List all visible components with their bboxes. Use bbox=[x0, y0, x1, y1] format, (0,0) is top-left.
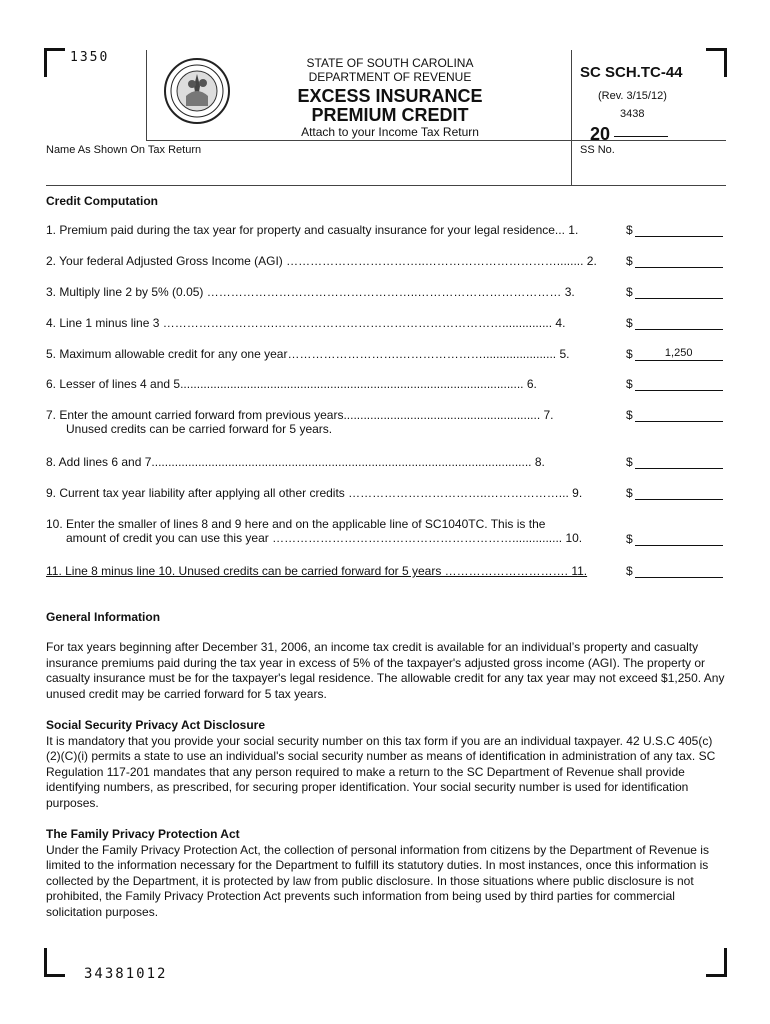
line-3-text: 3. Multiply line 2 by 5% (0.05) ……………………………………………..……………………………… 3. bbox=[46, 285, 575, 299]
line-7-main: 7. Enter the amount carried forward from previous years........................................................... 7. bbox=[46, 408, 554, 422]
line-7-text bbox=[46, 408, 554, 436]
form-title-line1: EXCESS INSURANCE bbox=[297, 86, 483, 106]
line-11-text: 11. Line 8 minus line 10. Unused credits can be carried forward for 5 years …………………………. 11. bbox=[46, 564, 588, 578]
tax-year-prefix: 20 bbox=[590, 124, 611, 144]
form-title-line2: PREMIUM CREDIT bbox=[311, 105, 469, 125]
family-privacy-text: Under the Family Privacy Protection Act, the collection of personal information from citizens by the Department of Revenue is limited to the information necessary for the Department to fulfill its statutory duties. In most instances, once this information is collected by the Department, it is protected by law from public disclosure. In those situations where public disclosure is not prohibited, the Family Privacy Protection Act prevents such information from being used by third parties for commercial solicitation purposes. bbox=[46, 842, 709, 919]
corner-mark-bottom-right bbox=[706, 948, 727, 977]
line-1-text: 1. Premium paid during the tax year for property and casualty insurance for your legal residence... 1. bbox=[46, 223, 579, 237]
general-info-text: For tax years beginning after December 31, 2006, an income tax credit is available for an individual’s property and casualty insurance premiums paid during the tax year in excess of 5% of the taxpayer's adjusted gross income (AGI). The property or casualty insurance must be for the taxpayer's legal residence. The allowable credit for any tax year may not exceed $1,250. Any unused credit may be carried forward for 5 tax years. bbox=[46, 640, 725, 701]
line-5-amount: $ 1,250 bbox=[626, 347, 723, 361]
line-6-text: 6. Lesser of lines 4 and 5....................................................................................................... 6. bbox=[46, 377, 537, 391]
line-10-amount[interactable]: $ bbox=[626, 532, 723, 546]
family-privacy-title: The Family Privacy Protection Act bbox=[46, 827, 240, 841]
header-state: STATE OF SOUTH CAROLINA bbox=[306, 56, 474, 70]
line-4-text: 4. Line 1 minus line 3 ……………………….…………………………………………………............... 4. bbox=[46, 316, 566, 330]
line-7-amount[interactable]: $ bbox=[626, 408, 723, 422]
line-11-amount[interactable]: $ bbox=[626, 564, 723, 578]
privacy-text: It is mandatory that you provide your social security number on this tax form if you are an individual taxpayer. 42 U.S.C 405(c)(2)(C)(i) permits a state to use an individual's social security number as means of identification in administration of any tax. SC Regulation 117-201 mandates that any person required to make a return to the SC Department of Revenue shall provide identifying numbers, as prescribed, for securing proper identification. Your social security number is used for identification purposes. bbox=[46, 733, 716, 810]
form-id: SC SCH.TC-44 bbox=[580, 64, 683, 81]
header-divider-left bbox=[146, 50, 147, 140]
family-privacy-section bbox=[46, 827, 726, 921]
privacy-section bbox=[46, 718, 726, 812]
name-field-rule bbox=[46, 185, 726, 186]
form-number: 3438 bbox=[620, 108, 645, 120]
credit-computation-title: Credit Computation bbox=[46, 194, 158, 208]
corner-mark-top-left bbox=[44, 48, 65, 77]
header-bottom-rule bbox=[146, 140, 726, 141]
line-10-cont: amount of credit you can use this year ……………………………………………………............... 10. bbox=[66, 531, 583, 545]
state-seal-icon bbox=[162, 56, 232, 126]
privacy-title: Social Security Privacy Act Disclosure bbox=[46, 718, 265, 732]
form-code-bottom: 34381012 bbox=[84, 966, 168, 982]
corner-mark-bottom-left bbox=[44, 948, 65, 977]
line-8-text: 8. Add lines 6 and 7.................................................................................................................. 8. bbox=[46, 455, 545, 469]
line-8-amount[interactable]: $ bbox=[626, 455, 723, 469]
line-2-amount[interactable]: $ bbox=[626, 254, 723, 268]
line-3-amount[interactable]: $ bbox=[626, 285, 723, 299]
line-10-main: 10. Enter the smaller of lines 8 and 9 here and on the applicable line of SC1040TC. This is the bbox=[46, 517, 546, 531]
header-department: DEPARTMENT OF REVENUE bbox=[308, 70, 472, 84]
general-info-title: General Information bbox=[46, 610, 161, 624]
attach-instruction: Attach to your Income Tax Return bbox=[301, 125, 479, 139]
form-code-top: 1350 bbox=[70, 50, 110, 65]
line-9-amount[interactable]: $ bbox=[626, 486, 723, 500]
header-divider-right bbox=[571, 50, 572, 186]
line-2-text: 2. Your federal Adjusted Gross Income (AGI) ……………………………..……………………………........ 2. bbox=[46, 254, 597, 268]
line-10-text bbox=[46, 517, 582, 545]
form-revision: (Rev. 3/15/12) bbox=[598, 90, 667, 102]
tax-year-field[interactable] bbox=[614, 136, 668, 137]
line-5-text: 5. Maximum allowable credit for any one year……………………….…………………...................... 5. bbox=[46, 347, 570, 361]
ssn-field-label: SS No. bbox=[580, 144, 615, 156]
name-field-label: Name As Shown On Tax Return bbox=[46, 144, 202, 156]
line-7-note: Unused credits can be carried forward for 5 years. bbox=[66, 422, 333, 436]
corner-mark-top-right bbox=[706, 48, 727, 77]
line-9-text: 9. Current tax year liability after applying all other credits ……………………………..………………... 9. bbox=[46, 486, 583, 500]
line-1-amount[interactable]: $ bbox=[626, 223, 723, 237]
line-4-amount[interactable]: $ bbox=[626, 316, 723, 330]
line-6-amount[interactable]: $ bbox=[626, 377, 723, 391]
